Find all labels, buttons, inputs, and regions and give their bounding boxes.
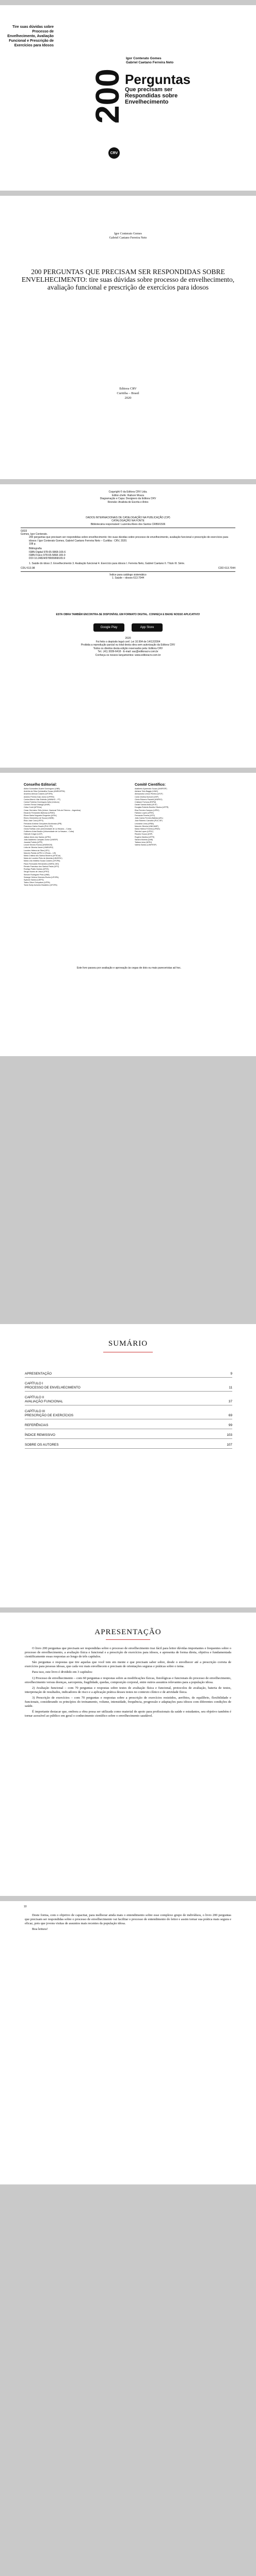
publisher-block	[0, 386, 256, 400]
presentation-body	[25, 1647, 231, 1720]
big-number-text: 200	[89, 69, 126, 124]
toc-entry-page: 107	[227, 1443, 232, 1447]
toc-entry[interactable]	[25, 1394, 232, 1405]
scientific-committee	[135, 783, 241, 887]
editorial-member: Lídia de Oliveira Xavier (UNIEURO)	[24, 846, 54, 849]
editorial-member: Eduardo Fernandes Barbosa (UFMG)	[24, 811, 55, 814]
editorial-member: João Adalberto Campato Junior (UNESP)	[24, 838, 58, 841]
editorial-member: Tadeu Oliver Gonçalves (UFPA)	[24, 882, 50, 884]
editorial-member: Rodrigo Pratte-Santos (UFES)	[24, 868, 49, 871]
catalog-doi: DOI 10.24824/978655868165.9	[29, 557, 66, 561]
crv-logo: CRV	[108, 147, 120, 159]
scientific-member: Marcelo Oliveira (UNICAMP)	[135, 825, 158, 827]
scientific-member: Clóvis Roberto Pauletti (UNIFEG)	[135, 798, 163, 801]
catalog-code: G633	[21, 529, 27, 533]
editorial-member: Carlos Alberto Vilar Estêvão (UMINHO – PT)	[24, 798, 61, 801]
store-notice: ESTA OBRA TAMBÉM ENCONTRA-SE DISPONÍVEL EM FORMATO DIGITAL. CONHEÇA E BAIXE NOSSO APLICATIVO!	[56, 613, 200, 616]
cover-author: Igor Conterato Gomes	[126, 57, 162, 60]
credits-header	[0, 490, 256, 504]
toc-entry-title: SOBRE OS AUTORES	[25, 1443, 59, 1447]
toc-entry-page: 103	[227, 1433, 232, 1437]
editorial-member: Anselmo Alencar Colares (UFOPA)	[24, 793, 53, 795]
cover-subtitle-line: Que precisam ser	[125, 87, 173, 93]
editorial-member: Gloria Fariñas León (Universidade de La Havana – Cuba)	[24, 828, 71, 831]
cover-tagline: Tire suas dúvidas sobre Processo de Envelhecimento, Avaliação Funcional e Prescrição de Exercícios para Idosos	[7, 25, 54, 47]
cover-subtitle-line: Respondidas sobre	[125, 93, 178, 99]
editorial-member: Paulo Romualdo Hernandes (UNIFAL-MG)	[24, 862, 59, 865]
book-title: 200 PERGUNTAS QUE PRECISAM SER RESPONDIDAS SOBRE ENVELHECIMENTO: tire suas dúvidas sobre processo de envelhecimento, avaliação funcional e prescrição de exercícios para idosos	[21, 268, 235, 291]
review-line: Revisão: Analista de Escrita e Artes	[107, 500, 149, 504]
editorial-member: Sydione Santos (UEPG)	[24, 878, 44, 881]
continuation-page	[0, 1901, 256, 2184]
scientific-member: Rogério Martins (UFPE)	[135, 836, 155, 838]
catalog-bib: Bibliografia	[29, 547, 42, 551]
summary-title: SUMÁRIO	[108, 1340, 148, 1348]
table-of-contents	[25, 1370, 232, 1451]
scientific-member: Valéria Santos (UNIFESP)	[135, 844, 157, 846]
toc-entry-title: REFERÊNCIAS	[25, 1423, 49, 1427]
scientific-committee-title: Comitê Científico:	[135, 783, 166, 787]
editorial-member: Helmuth Krüger (UCP)	[24, 833, 43, 836]
toc-entry-title: CAPÍTULO III PRESCRIÇÃO DE EXERCÍCIOS	[25, 1410, 74, 1417]
editorial-member: Fernando Antônio Gonçalves Alcoforado (IPB)	[24, 822, 62, 825]
scientific-member: Fernanda Pereira (UFG)	[135, 815, 155, 817]
copyright-line: Copyright © da Editora CRV Ltda.	[108, 490, 148, 494]
catalog-class-row	[21, 567, 235, 570]
cover-big-number	[89, 32, 126, 161]
scientific-member: João Carlos Ferreira Batista (UEL)	[135, 817, 164, 820]
editorial-member: Solange Helena Ximenes-Rocha (UFOPA)	[24, 876, 59, 878]
councils-page	[0, 773, 256, 1056]
editorial-member: Aldira Guimarães Duarte Domínguez (UNB)	[24, 788, 60, 790]
editorial-member: Elione Maria Nogueira Diogenes (UFAL)	[24, 815, 57, 817]
toc-entry-page: 11	[229, 1386, 232, 1389]
toc-entry[interactable]	[25, 1408, 232, 1419]
editorial-member: Simone Rodrigues Pinto (UNB)	[24, 873, 50, 876]
editorial-member: Guillermo Arias Beatón (Universidade de La Havana – Cuba)	[24, 831, 74, 833]
title-underline	[106, 1639, 150, 1640]
title-page	[0, 196, 256, 479]
cover-author: Gabriel Caetano Ferreira Neto	[126, 61, 174, 64]
credits-page	[0, 484, 256, 768]
scientific-member: José Roberto Carvalho (PUC-SP)	[135, 820, 163, 822]
footer-rights: Todos os direitos desta edição reservados pela: Editora CRV	[93, 647, 163, 650]
editorial-council	[24, 783, 130, 887]
editorial-member: Francisco Carlos Duarte (PUC-PR)	[24, 825, 53, 827]
presentation-title: APRESENTAÇÃO	[94, 1628, 162, 1636]
scientific-member: Cristiane Fortuna (ESPM)	[135, 801, 156, 804]
editorial-member: Leonel Severo Rocha (UNISINOS)	[24, 844, 53, 846]
cover-subtitle-line: Envelhecimento	[125, 99, 169, 105]
editorial-member: Sérgio Nunes de Jesus (IFRO)	[24, 871, 50, 873]
editorial-member: Tania Suely Azevedo Brasileiro (UFOPA)	[24, 884, 57, 887]
toc-entry-page: 37	[228, 1400, 232, 1403]
catalog-index-entry: 1. Saúde – idosos 613.7044	[111, 577, 145, 580]
editorial-member: Élsio José Corá (UFFS)	[24, 820, 43, 822]
scientific-member: Fabiano Lopes (UFES)	[135, 811, 154, 814]
summary-page	[0, 1324, 256, 1607]
footer-year: 2020	[125, 637, 131, 640]
scientific-member: Carla Cristina Dumont (USP)	[135, 795, 159, 798]
editorial-member: Celso Conti (UFSCar)	[24, 806, 42, 809]
scientific-member: Maria Helena Ferreira (UFMG)	[135, 828, 160, 831]
catalog-header-line: CATALOGAÇÃO NA FONTE	[111, 519, 145, 523]
editorial-member: Maria Lília Imbiriba Sousa Colares (UFOPA)	[24, 860, 60, 862]
publisher-year: 2020	[124, 396, 132, 400]
paragraph: 3) Prescrição de exercícios – com 70 perguntas e respostas sobre a prescrição de exercícios resistidos, aeróbios, de equilíbrio, flexibilidade e funcionais, considerando os princípios do treinamento, volume, intensidade, frequência, progressão e adaptações para idosos com diferentes condições de saúde.	[25, 1696, 231, 1708]
catalog-cdd: CDD 613.7044	[218, 566, 235, 570]
editorial-member: Cesar Gerónimo Tello (Univer .Nacional Três de Febrero – Argentina)	[24, 809, 81, 811]
paragraph: Boa leitura!	[32, 1927, 48, 1931]
design-line: Diagramação e Capa: Designers da Editora CRV	[100, 497, 156, 500]
author-name: Gabriel Caetano Ferreira Neto	[109, 236, 147, 240]
footer-prohibition: Proibida a reprodução parcial ou total desta obra sem autorização da Editora CRV	[81, 643, 175, 647]
toc-entry-page: 69	[228, 1414, 232, 1417]
cover-title: Perguntas	[125, 72, 191, 87]
toc-entry-title: ÍNDICE REMISSIVO	[25, 1433, 55, 1437]
author-name: Igor Conterato Gomes	[114, 232, 142, 235]
catalog-cdu: CDU 613.98	[21, 566, 35, 570]
scientific-member: Leonardo Lima (UFBA)	[135, 822, 154, 825]
footer-contact: Tel.: (41) 3039-6418 - E-mail: sac@editoracrv.com.br	[98, 650, 158, 653]
peer-review-note: Este livro passou por avaliação e aprovação às cegas de dois ou mais pareceristas ad hoc.	[76, 967, 182, 970]
toc-entry-page: 9	[230, 1372, 232, 1376]
paragraph: 2) Avaliação funcional – com 70 perguntas e respostas sobre testes de avaliação física e funcional, protocolos de avaliação, bateria de testes, interpretação de resultados, indicadores de risco e a aplicação prática desses testes no contexto clínico e de atividade física.	[25, 1686, 231, 1694]
toc-entry-title: CAPÍTULO II AVALIAÇÃO FUNCIONAL	[25, 1396, 63, 1403]
paragraph: Deste forma, com o objetivo de capacitar, para melhorar ainda mais o entendimento sobre esse complexo grupo de indivíduos, o livro 200 perguntas que precisam ser respondidas sobre o processo de envelhecimento vai facilitar o processo de entendimento do leitor e assim tornar sua prática mais segura e eficaz, pois que jovens visitas de assuntos mais recentes da população idosa.	[25, 1913, 231, 1926]
catalog-header-line: DADOS INTERNACIONAIS DE CATALOGAÇÃO NA PUBLICAÇÃO (CIP)	[86, 516, 170, 519]
councils-columns	[24, 783, 241, 887]
scientific-member: Tatiana Lima (UERJ)	[135, 841, 152, 844]
scientific-member: Patrícia Lopes (UFSC)	[135, 831, 154, 833]
catalog-card	[21, 516, 235, 580]
publisher-name: Editora CRV	[119, 387, 137, 391]
scientific-member: Adalberto Aparecido Souza (UNIFESP)	[135, 788, 167, 790]
editorial-council-title: Conselho Editorial:	[24, 783, 57, 787]
continuation-body	[25, 1913, 231, 1933]
toc-entry[interactable]	[25, 1442, 232, 1449]
scientific-member: Douglas Roberto Borella Oliveira (UFPR)	[135, 806, 169, 809]
editorial-member: Renato Francisco dos Santos Paula (UFG)	[24, 865, 59, 868]
store-badges	[0, 623, 256, 632]
catalog-subjects: 1. Saúde do idoso 2. Envelhecimento 3. Avaliação funcional 4. Exercício para idosos I. Ferreira Neto, Gabriel Caetano II. Título III. Série.	[29, 562, 185, 565]
scientific-member: Adriana Tulio Baggio (UNIC)	[135, 790, 158, 793]
catalog-isbn-digital: ISBN Digital 978-65-5868-166-6	[29, 550, 66, 554]
credits-footer	[0, 637, 256, 657]
cover-subtitle	[125, 87, 178, 105]
presentation-page	[0, 1613, 256, 1896]
editorial-member: Antônio Pereira Gaio Júnior (UFRRJ)	[24, 795, 55, 798]
editorial-member: Marcelo Paixão (UFRJ e UTexas – US)	[24, 852, 56, 854]
app-store-badge[interactable]: App Store	[132, 623, 163, 632]
editorial-member: Lourdes Helena da Silva (UFV)	[24, 849, 50, 852]
toc-entry-title: APRESENTAÇÃO	[25, 1372, 52, 1376]
toc-entry-title: CAPÍTULO I PROCESSO DE ENVELHECIMENTO	[25, 1382, 81, 1389]
scientific-member: Sandra Moreira (UnB)	[135, 838, 153, 841]
footer-website: Conheça os nossos lançamentos: www.editoracrv.com.br	[95, 653, 161, 657]
page-number: 10	[24, 1905, 27, 1908]
catalog-pages: 108 p.	[29, 543, 36, 546]
google-play-badge[interactable]: Google Play	[93, 623, 124, 632]
cover-authors	[126, 57, 209, 65]
scientific-committee-list	[135, 788, 241, 846]
toc-entry[interactable]	[25, 1370, 232, 1378]
paragraph: São perguntas e respostas que tire aquelas que você tem em mente e que precisam saber sobre, desde o envelhecer até a prescrição correta de exercícios para pessoas idosas, que cada vez mais envelhecem e precisam de orientações seguras e práticas sobre o tema.	[25, 1660, 231, 1669]
catalog-rule	[21, 571, 235, 572]
publisher-city: Curitiba – Brasil	[117, 392, 139, 395]
paragraph: 1) Processo de envelhecimento – com 60 perguntas e respostas sobre as modificações físicas, fisiológicas e funcionais do processo de envelhecimento, envelhecimento versus doenças, sarcopenia, fragilidade, quedas, composição corporal, entre outros assuntos relevantes para a população idosa.	[25, 1676, 231, 1684]
editorial-council-list	[24, 788, 130, 887]
paragraph: É importante destacar que, embora a obra possa ser utilizada como material de apoio para profissionais da saúde e estudantes, seu objetivo também é tornar acessível ao público em geral o conhecimento científico sobre o envelhecimento saudável.	[25, 1710, 231, 1718]
editorial-member: Maria Cristina dos Santos Bezerra (UFSCar)	[24, 855, 61, 857]
catalog-desc: 200 perguntas que precisam ser respondidas sobre envelhecimento: tire suas dúvidas sobre processo de envelhecimento, avaliação funcional e prescrição de exercícios para idosos / Igor Conterato Gomes, Gabriel Caetano Ferreira Neto – Curitiba : CRV, 2020.	[29, 536, 229, 543]
scientific-member: Ricardo Souza (USP)	[135, 833, 153, 836]
scientific-member: Daniel Santos Mota (UFJF)	[135, 804, 157, 806]
editorial-member: Carmen Tereza Velanga (UNIR)	[24, 804, 50, 806]
editorial-member: Carlos Federico Dominguez Avila (Unieuro)	[24, 801, 60, 804]
catalog-header-line: Bibliotecária responsável: Luzenira Alves dos Santos CRB9/1506	[90, 522, 166, 526]
paragraph: O livro 200 perguntas que precisam ser respondidas sobre o processo de envelhecimento traz fácil para leitor dúvidas importantes e frequentes sobre o processo de envelhecimento, a avaliação física e funcional e a prescrição de exercícios para idosos, e apresenta de forma direta, objetiva e fundamentada cientificamente essas respostas ao longo de três capítulos.	[25, 1647, 231, 1659]
footer-legal: Foi feito o depósito legal conf. Lei 10.994 de 14/12/2004	[95, 640, 161, 643]
toc-entry[interactable]	[25, 1422, 232, 1429]
editorial-member: Elizeu Clementino de Souza (UNEB)	[24, 817, 54, 820]
scientific-member: Alessandra Lemos Pereira (UFJF)	[135, 793, 163, 795]
editorial-member: Jailson Alves dos Santos (UFRJ)	[24, 836, 51, 838]
catalog-isbn-print: ISBN Físico 978-65-5868-165-9	[29, 553, 66, 557]
paragraph: Para isso, este livro é dividido em 3 capítulos:	[32, 1670, 93, 1674]
cover-page	[0, 5, 256, 191]
editorial-member: Maria de Lourdes Pinto de Almeida (UNOESC)	[24, 857, 62, 860]
toc-entry[interactable]	[25, 1380, 232, 1392]
catalog-author: Gomes, Igor Conterato.	[21, 533, 48, 536]
scientific-member: Elsa Ferreira Campos (UFRJ)	[135, 809, 159, 811]
catalog-index-title: Índice para catálogo sistemático	[109, 573, 147, 577]
editorial-member: Josania Portela (UFPI)	[24, 841, 43, 844]
toc-entry[interactable]	[25, 1432, 232, 1439]
title-page-authors	[0, 232, 256, 240]
editorial-member: Andréia da Silva Quintanilha Sousa (UNIR/UFRN)	[24, 790, 65, 793]
toc-entry-page: 99	[228, 1423, 232, 1427]
editor-line: Editor-chefe: Railson Moura	[112, 494, 144, 497]
